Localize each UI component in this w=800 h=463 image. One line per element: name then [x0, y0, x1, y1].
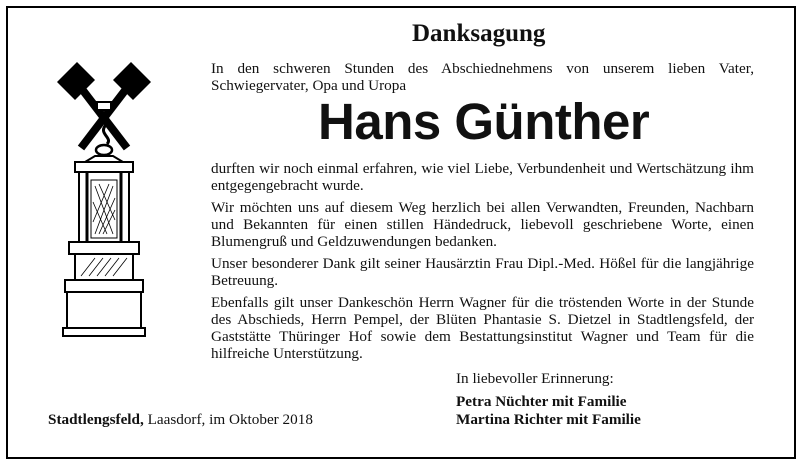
signature: Martina Richter mit Familie — [456, 411, 641, 428]
place-date — [48, 411, 313, 429]
miners-hammer-and-pick-with-lamp-icon — [55, 56, 155, 346]
place-rest: Laasdorf, im Oktober 2018 — [143, 411, 313, 428]
signature: Petra Nüchter mit Familie — [456, 393, 627, 410]
intro-text: In den schweren Stunden des Abschiednehmens von unserem lieben Vater, Schwiegervater, Opa und Uropa — [211, 60, 754, 94]
notice-title: Danksagung — [412, 20, 546, 47]
place-town: Stadtlengsfeld, — [48, 411, 144, 428]
closing-line: In liebevoller Erinnerung: — [456, 370, 614, 387]
paragraph: Wir möchten uns auf diesem Weg herzlich bei allen Verwandten, Freunden, Nachbarn und Bekannten für einen stillen Händedruck, liebevoll geschriebene Worte, einen Blumengruß und Geldzuwendungen bedanken. — [211, 199, 754, 250]
body-text — [211, 160, 754, 367]
paragraph: durften wir noch einmal erfahren, wie viel Liebe, Verbundenheit und Wertschätzung ihm entgegengebracht wurde. — [211, 160, 754, 194]
deceased-name: Hans Günther — [318, 93, 650, 150]
paragraph: Ebenfalls gilt unser Dankeschön Herrn Wagner für die tröstenden Worte in der Stunde des Abschieds, Herrn Pempel, der Blüten Phantasie S. Dietzel in Stadtlengsfeld, der Gaststätte Thüringer Hof sowie dem Bestattungsinstitut Wagner und Team für die hilfreiche Unterstützung. — [211, 294, 754, 362]
paragraph: Unser besonderer Dank gilt seiner Hausärztin Frau Dipl.-Med. Hößel für die langjährige Betreuung. — [211, 255, 754, 289]
